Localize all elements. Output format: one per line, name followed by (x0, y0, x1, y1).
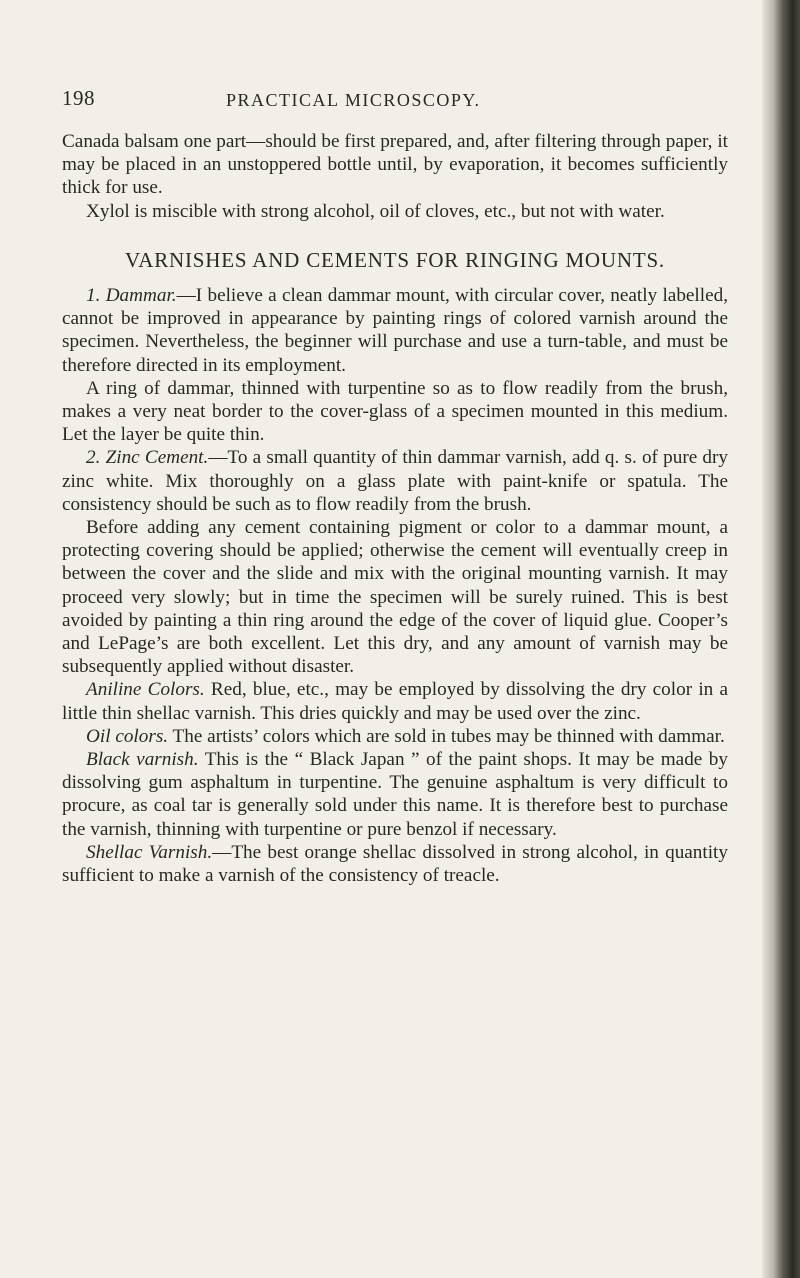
paragraph: Canada balsam one part—should be first prepared, and, after filtering through paper, it may be placed in an unstoppered bottle until, by evaporation, it becomes sufficiently thick for use. (62, 131, 728, 199)
paragraph: Xylol is miscible with strong alcohol, oil of cloves, etc., but not with water. (86, 200, 665, 222)
item-lead: 1. Dammar. (86, 285, 177, 307)
paragraph-dammar (62, 284, 728, 377)
item-text: —The best orange shellac dissolved in strong alcohol, in quantity sufficient to make a varnish of the consistency of treacle. (62, 841, 728, 887)
section-heading: VARNISHES AND CEMENTS FOR RINGING MOUNTS. (125, 247, 665, 272)
item-text: Before adding any cement containing pigment or color to a dammar mount, a protecting covering should be applied; otherwise the cement will eventually creep in between the cover and the slide and mix with the original mounting varnish. It may proceed very slowly; but in time the specimen will be surely ruined. This is best avoided by painting a thin ring around the edge of the cover of liquid glue. Cooper’s and LePage’s are both excellent. Let this dry, and any amount of varnish may be subsequently applied without disaster. (62, 517, 728, 678)
item-text: —I believe a clean dammar mount, with circular cover, neatly labelled, cannot be improved in appearance by painting rings of colored varnish around the specimen. Nevertheless, the beginner will purchase and use a turn-table, and must be therefore directed in its employment. (62, 285, 728, 376)
paragraph-aniline-colors (62, 678, 728, 724)
item-text: The artists’ colors which are sold in tubes may be thinned with dammar. (168, 725, 725, 747)
item-lead: Shellac Varnish. (86, 841, 213, 863)
item-text: —To a small quantity of thin dammar varnish, add q. s. of pure dry zinc white. Mix thoroughly on a glass plate with paint-knife or spatula. The consistency should be such as to flow readily from the brush. (62, 447, 728, 515)
paragraph-oil-colors (62, 725, 728, 748)
item-lead: 2. Zinc Cement. (86, 447, 209, 469)
item-text: Red, blue, etc., may be employed by dissolving the dry color in a little thin shellac varnish. This dries quickly and may be used over the zinc. (62, 679, 728, 724)
paragraph (62, 377, 728, 447)
item-lead: Aniline Colors. (86, 679, 205, 701)
page-number: 198 (62, 86, 95, 110)
running-head: PRACTICAL MICROSCOPY. (226, 90, 481, 110)
item-lead: Black varnish. (86, 749, 199, 771)
paragraph-zinc-cement (62, 446, 728, 516)
item-text: This is the “ Black Japan ” of the paint shops. It may be made by dissolving gum asphaltum in turpentine. The genuine asphaltum is very difficult to procure, as coal tar is generally sold under this name. It is therefore best to purchase the varnish, thinning with turpentine or pure benzol if necessary. (62, 749, 728, 840)
paragraph-black-varnish (62, 748, 728, 841)
paragraph (62, 516, 728, 678)
item-lead: Oil colors. (86, 725, 169, 747)
body-text (62, 130, 728, 887)
page-binding-edge (762, 0, 800, 1278)
item-text: A ring of dammar, thinned with turpentine so as to flow readily from the brush, makes a very neat border to the cover-glass of a specimen mounted in this medium. Let the layer be quite thin. (62, 377, 728, 446)
paragraph-shellac-varnish (62, 841, 728, 887)
